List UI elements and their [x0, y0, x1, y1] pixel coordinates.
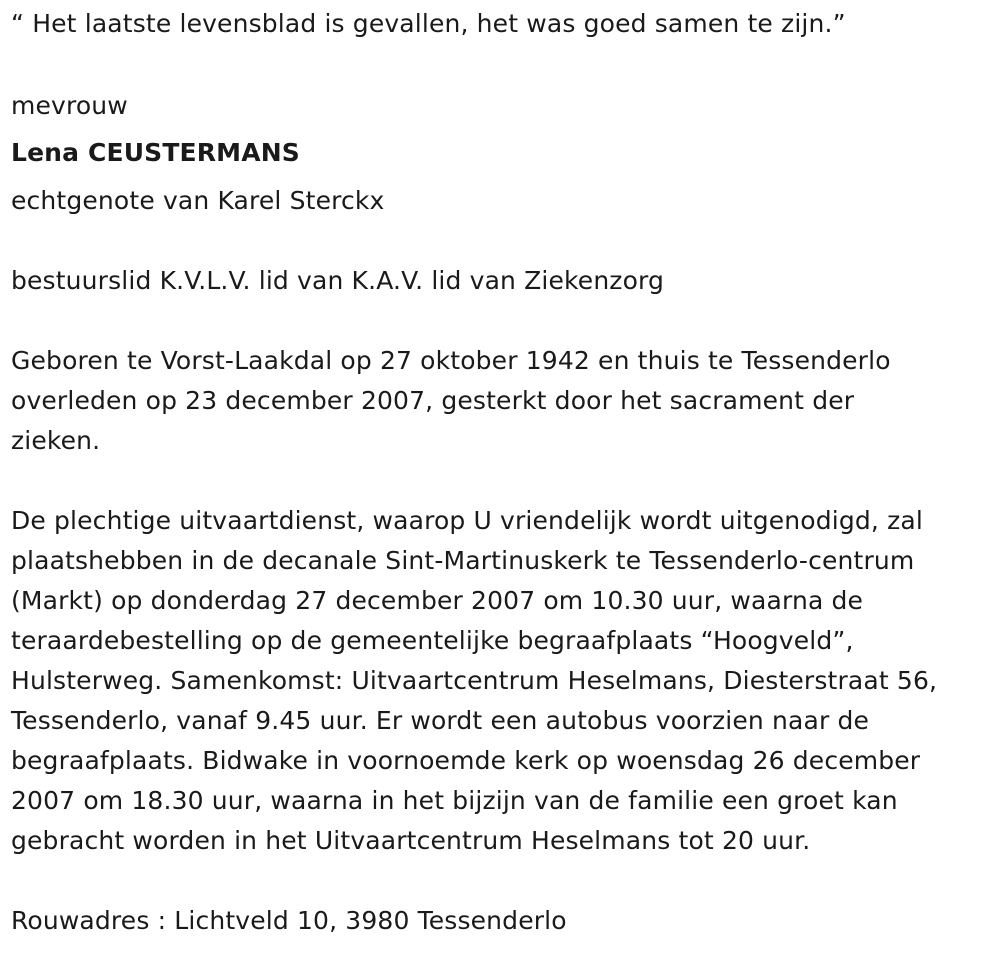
opening-quote: “ Het laatste levensblad is gevallen, het was goed samen te zijn.” [11, 9, 846, 38]
deceased-name: Lena CEUSTERMANS [11, 138, 300, 167]
funeral-info-line: gebracht worden in het Uitvaartcentrum Heselmans tot 20 uur. [11, 826, 811, 855]
funeral-info-line: Tessenderlo, vanaf 9.45 uur. Er wordt een autobus voorzien naar de [11, 706, 870, 735]
memberships-line: bestuurslid K.V.L.V. lid van K.A.V. lid van Ziekenzorg [11, 266, 665, 295]
spouse-line: echtgenote van Karel Sterckx [11, 186, 385, 215]
funeral-info-line: De plechtige uitvaartdienst, waarop U vriendelijk wordt uitgenodigd, zal [11, 506, 923, 535]
funeral-info-line: begraafplaats. Bidwake in voornoemde kerk op woensdag 26 december [11, 746, 921, 775]
funeral-info-line: 2007 om 18.30 uur, waarna in het bijzijn van de familie een groet kan [11, 786, 898, 815]
birth-death-line: zieken. [11, 426, 101, 455]
birth-death-line: Geboren te Vorst-Laakdal op 27 oktober 1942 en thuis te Tessenderlo [11, 346, 891, 375]
funeral-info-line: plaatshebben in de decanale Sint-Martinuskerk te Tessenderlo-centrum [11, 546, 915, 575]
funeral-info-line: teraardebestelling op de gemeentelijke begraafplaats “Hoogveld”, [11, 626, 854, 655]
funeral-info-line: (Markt) op donderdag 27 december 2007 om 10.30 uur, waarna de [11, 586, 864, 615]
mourning-address: Rouwadres : Lichtveld 10, 3980 Tessenderlo [11, 906, 567, 935]
honorific: mevrouw [11, 91, 128, 120]
birth-death-line: overleden op 23 december 2007, gesterkt door het sacrament der [11, 386, 855, 415]
funeral-info-line: Hulsterweg. Samenkomst: Uitvaartcentrum Heselmans, Diesterstraat 56, [11, 666, 938, 695]
